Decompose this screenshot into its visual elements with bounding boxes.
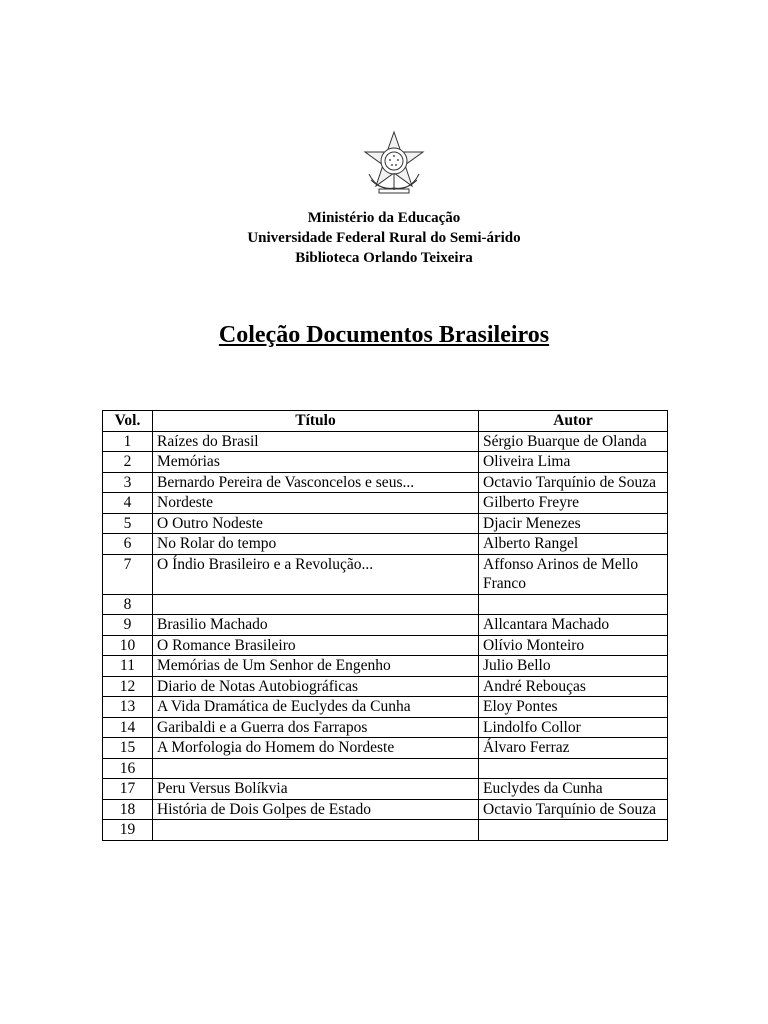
author-cell: André Rebouças (479, 676, 668, 697)
library-name: Biblioteca Orlando Teixeira (295, 250, 473, 266)
vol-cell: 4 (103, 493, 153, 514)
title-cell: Nordeste (153, 493, 479, 514)
author-cell: Julio Bello (479, 656, 668, 677)
table-row (103, 472, 668, 493)
vol-cell: 13 (103, 697, 153, 718)
vol-cell: 5 (103, 513, 153, 534)
table-row (103, 635, 668, 656)
vol-cell: 10 (103, 635, 153, 656)
institution-header (0, 208, 768, 268)
column-header-autor: Autor (479, 411, 668, 432)
vol-cell: 8 (103, 594, 153, 615)
table-row (103, 615, 668, 636)
title-cell (153, 758, 479, 779)
title-cell: A Vida Dramática de Euclydes da Cunha (153, 697, 479, 718)
author-cell: Oliveira Lima (479, 452, 668, 473)
title-cell: Brasilio Machado (153, 615, 479, 636)
author-cell: Sérgio Buarque de Olanda (479, 431, 668, 452)
author-cell: Euclydes da Cunha (479, 779, 668, 800)
ministry-name: Ministério da Educação (307, 210, 461, 226)
title-cell: Memórias (153, 452, 479, 473)
vol-cell: 15 (103, 738, 153, 759)
vol-cell: 3 (103, 472, 153, 493)
table-header-row (103, 411, 668, 432)
author-cell: Alberto Rangel (479, 534, 668, 555)
title-cell: Diario de Notas Autobiográficas (153, 676, 479, 697)
university-name: Universidade Federal Rural do Semi-árido (247, 230, 521, 246)
vol-cell: 1 (103, 431, 153, 452)
author-cell (479, 758, 668, 779)
author-cell: Octavio Tarquínio de Souza (479, 799, 668, 820)
table-row (103, 452, 668, 473)
column-header-titulo: Título (153, 411, 479, 432)
table-row (103, 431, 668, 452)
title-cell: O Índio Brasileiro e a Revolução... (153, 554, 479, 594)
title-cell: Raízes do Brasil (153, 431, 479, 452)
vol-cell: 9 (103, 615, 153, 636)
author-cell: Affonso Arinos de Mello Franco (479, 554, 668, 594)
author-cell (479, 594, 668, 615)
vol-cell: 2 (103, 452, 153, 473)
author-cell: Álvaro Ferraz (479, 738, 668, 759)
author-cell: Olívio Monteiro (479, 635, 668, 656)
document-title: Coleção Documentos Brasileiros (218, 322, 550, 348)
title-cell: A Morfologia do Homem do Nordeste (153, 738, 479, 759)
table-row (103, 820, 668, 841)
title-cell: Memórias de Um Senhor de Engenho (153, 656, 479, 677)
column-header-vol: Vol. (103, 411, 153, 432)
coat-of-arms-emblem (361, 130, 427, 196)
table-row (103, 799, 668, 820)
vol-cell: 19 (103, 820, 153, 841)
title-cell: Peru Versus Bolíkvia (153, 779, 479, 800)
title-cell: No Rolar do tempo (153, 534, 479, 555)
title-cell (153, 820, 479, 841)
collection-table (102, 410, 668, 841)
vol-cell: 14 (103, 717, 153, 738)
table-row (103, 534, 668, 555)
table-row (103, 758, 668, 779)
vol-cell: 6 (103, 534, 153, 555)
vol-cell: 11 (103, 656, 153, 677)
table-row (103, 676, 668, 697)
author-cell: Gilberto Freyre (479, 493, 668, 514)
table-row (103, 697, 668, 718)
table-row (103, 738, 668, 759)
title-cell (153, 594, 479, 615)
table-row (103, 554, 668, 594)
author-cell: Allcantara Machado (479, 615, 668, 636)
title-cell: O Romance Brasileiro (153, 635, 479, 656)
table-row (103, 513, 668, 534)
vol-cell: 17 (103, 779, 153, 800)
table-row (103, 493, 668, 514)
title-cell: O Outro Nodeste (153, 513, 479, 534)
title-cell: História de Dois Golpes de Estado (153, 799, 479, 820)
vol-cell: 7 (103, 554, 153, 594)
table-row (103, 594, 668, 615)
vol-cell: 12 (103, 676, 153, 697)
author-cell: Eloy Pontes (479, 697, 668, 718)
table-row (103, 656, 668, 677)
author-cell: Lindolfo Collor (479, 717, 668, 738)
vol-cell: 18 (103, 799, 153, 820)
author-cell: Octavio Tarquínio de Souza (479, 472, 668, 493)
table-row (103, 779, 668, 800)
title-cell: Garibaldi e a Guerra dos Farrapos (153, 717, 479, 738)
title-cell: Bernardo Pereira de Vasconcelos e seus... (153, 472, 479, 493)
author-cell (479, 820, 668, 841)
author-cell: Djacir Menezes (479, 513, 668, 534)
table-row (103, 717, 668, 738)
vol-cell: 16 (103, 758, 153, 779)
